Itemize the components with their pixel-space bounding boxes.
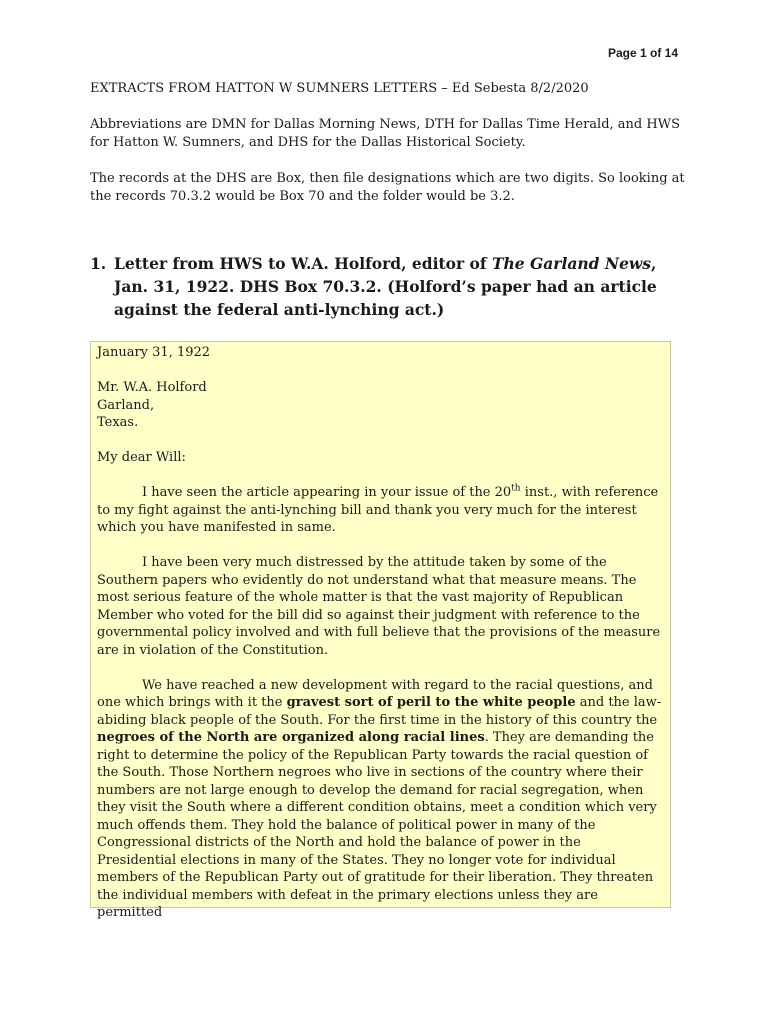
letter-heading <box>90 252 690 321</box>
heading-number: 1. <box>90 254 107 273</box>
letter-box <box>90 341 671 920</box>
address-line: Garland, <box>97 397 155 413</box>
p1-superscript: th <box>511 483 521 494</box>
heading-part1: Letter from HWS to W.A. Holford, editor of <box>114 254 492 273</box>
address-line: Texas. <box>97 415 139 430</box>
heading-part2: , Jan. 31, 1922. DHS Box 70.3.2. (Holford’s paper had an article against the federal anti-lynching act.) <box>114 254 657 319</box>
p1-text-b: inst., with reference to my fight against the anti-lynching bill and thank you very much for the interest which you have manifested in same. <box>97 485 659 535</box>
letter-address <box>97 379 664 432</box>
document-title: EXTRACTS FROM HATTON W SUMNERS LETTERS – Ed Sebesta 8/2/2020 <box>90 81 589 96</box>
heading-text <box>114 252 690 321</box>
abbreviations-note: Abbreviations are DMN for Dallas Morning News, DTH for Dallas Time Herald, and HWS for Hatton W. Sumners, and DHS for the Dallas Historical Society. <box>90 117 680 150</box>
publication-name: The Garland News <box>491 254 651 273</box>
records-note: The records at the DHS are Box, then file designations which are two digits. So looking at the records 70.3.2 would be Box 70 and the folder would be 3.2. <box>90 171 685 204</box>
p3-bold-1: gravest sort of peril to the white people <box>286 695 576 710</box>
p3-bold-2: negroes of the North are organized along racial lines <box>97 730 485 745</box>
p3-text-b: and the law-abiding black people of the South. For the first time in the history of this country the <box>97 695 662 728</box>
letter-salutation: My dear Will: <box>97 450 186 465</box>
address-line: Mr. W.A. Holford <box>97 380 207 395</box>
intro-section <box>90 80 690 224</box>
letter-paragraph-3 <box>97 677 664 922</box>
page-number: Page 1 of 14 <box>607 46 678 60</box>
letter-date: January 31, 1922 <box>97 345 211 360</box>
letter-paragraph-2: I have been very much distressed by the attitude taken by some of the Southern papers who evidently do not understand what that measure means. The most serious feature of the whole matter is that the vast majority of Republican Member who voted for the bill did so against their judgment with reference to the governmental policy involved and with full believe that the provisions of the measure are in violation of the Constitution. <box>97 555 661 658</box>
letter-paragraph-1 <box>97 484 664 537</box>
p3-text-a: We have reached a new development with regard to the racial questions, and one which brings with it the <box>97 677 653 710</box>
p3-text-c: . They are demanding the right to determine the policy of the Republican Party towards the racial question of the South. Those Northern negroes who live in sections of the country where their numbers are not large enough to develop the demand for racial segregation, when they visit the South where a different condition obtains, meet a condition which very much offends them. They hold the balance of political power in many of the Congressional districts of the North and hold the balance of power in the Presidential elections in many of the States. They no longer vote for individual members of the Republican Party out of gratitude for their liberation. They threaten the individual members with defeat in the primary elections unless they are permitted <box>97 730 657 920</box>
p1-text-a: I have seen the article appearing in your issue of the 20 <box>142 485 512 500</box>
